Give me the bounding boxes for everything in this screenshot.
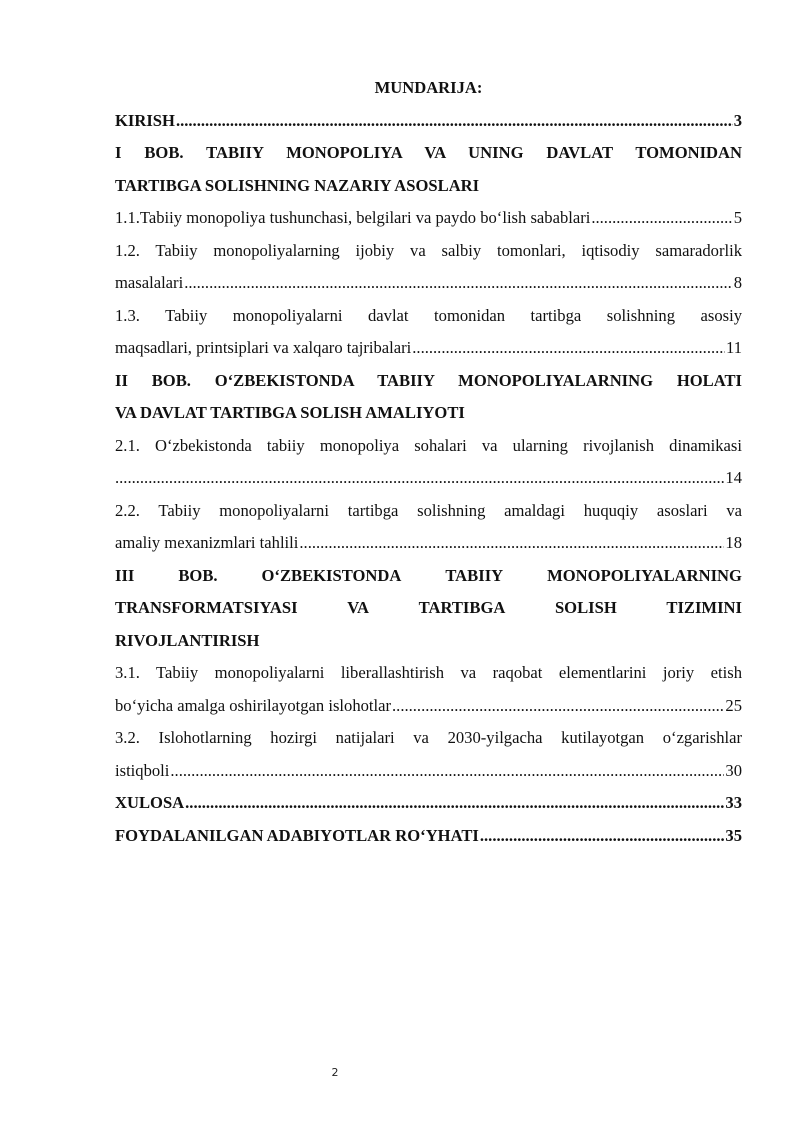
toc-page-number: 3 (733, 110, 742, 130)
toc-entry-label: FOYDALANILGAN ADABIYOTLAR RO‘YHATI (115, 825, 479, 845)
toc-page-number: 8 (733, 273, 742, 292)
chapter-3-word: III (115, 565, 135, 585)
toc-entry-label: istiqboli (115, 760, 170, 780)
chapter-3-word: MONOPOLIYALARNING (547, 565, 742, 585)
toc-entry-1-1 (115, 202, 742, 235)
toc-page-number: 30 (725, 760, 742, 780)
toc-chapter-2-line-2: VA DAVLAT TARTIBGA SOLISH AMALIYOTI (115, 403, 465, 422)
toc-chapter-3-line-2 (115, 592, 742, 625)
chapter-3-word: BOB. (178, 565, 218, 585)
toc-entry-1-3-line-1: 1.3. Tabiiy monopoliyalarni davlat tomonidan tartibga solishning asosiy (115, 305, 742, 325)
toc-entry-2-1-line-1: 2.1. O‘zbekistonda tabiiy monopoliya sohalari va ularning rivojlanish dinamikasi (115, 435, 742, 455)
toc-title: MUNDARIJA: (374, 78, 483, 97)
chapter-3-word: SOLISH (554, 598, 617, 617)
toc-entry-2-2 (115, 527, 742, 560)
toc-page-number: 25 (725, 695, 742, 715)
toc-entry-2-2-line-1: 2.2. Tabiiy monopoliyalarni tartibga solishning amaldagi huquqiy asoslari va (115, 500, 742, 520)
dot-leader (115, 462, 724, 495)
toc-entry-3-1 (115, 690, 742, 723)
toc-entry-xulosa (115, 787, 742, 820)
chapter-3-word: VA (347, 598, 370, 617)
dot-leader (591, 202, 732, 235)
toc-chapter-1-line-2: TARTIBGA SOLISHNING NAZARIY ASOSLARI (115, 175, 480, 195)
toc-entry-kirish (115, 105, 742, 138)
toc-entry-label: XULOSA (115, 793, 185, 812)
dot-leader (412, 332, 725, 365)
dot-leader (184, 267, 733, 300)
toc-chapter-1-line-1: I BOB. TABIIY MONOPOLIYA VA UNING DAVLAT TOMONIDAN (115, 143, 742, 162)
chapter-3-word: TIZIMINI (666, 598, 742, 617)
toc-entry-1-2 (115, 267, 742, 300)
toc-page-number: 35 (725, 825, 742, 845)
toc-page-number: 14 (725, 468, 742, 487)
toc-page-number: 18 (725, 533, 742, 552)
page-number: 2 (331, 1066, 339, 1079)
toc-page-number: 5 (733, 208, 742, 227)
dot-leader (299, 527, 724, 560)
toc-chapter-3-line-3: RIVOJLANTIRISH (115, 630, 260, 650)
toc-entry-label: KIRISH (115, 110, 175, 130)
toc-chapter-3-line-1 (115, 560, 742, 593)
toc-chapter-2-line-1: II BOB. O‘ZBEKISTONDA TABIIY MONOPOLIYALARNING HOLATI (115, 370, 742, 390)
dot-leader (176, 105, 733, 138)
toc-entry-1-3 (115, 332, 742, 365)
chapter-3-word: TABIIY (445, 565, 504, 585)
toc-entry-references (115, 820, 742, 853)
toc-entry-1-2-line-1: 1.2. Tabiiy monopoliyalarning ijobiy va salbiy tomonlari, iqtisodiy samaradorlik (115, 240, 742, 260)
dot-leader (480, 820, 725, 853)
toc-entry-label: maqsadlari, printsiplari va xalqaro tajribalari (115, 338, 412, 357)
chapter-3-word: TARTIBGA (418, 598, 506, 617)
toc-entry-3-2-line-1: 3.2. Islohotlarning hozirgi natijalari va 2030-yilgacha kutilayotgan o‘zgarishlar (115, 728, 742, 747)
chapter-3-word: TRANSFORMATSIYASI (115, 598, 298, 617)
dot-leader (392, 690, 724, 723)
toc-entry-label: 1.1.Tabiiy monopoliya tushunchasi, belgilari va paydo bo‘lish sabablari (115, 208, 591, 227)
toc-entry-label: bo‘yicha amalga oshirilayotgan islohotlar (115, 695, 392, 715)
toc-entry-label: amaliy mexanizmlari tahlili (115, 533, 299, 552)
dot-leader (170, 755, 724, 788)
chapter-3-word: O‘ZBEKISTONDA (261, 565, 402, 585)
toc-page-number: 11 (726, 338, 742, 357)
toc-entry-label: masalalari (115, 273, 184, 292)
dot-leader (185, 787, 724, 820)
table-of-contents (115, 72, 742, 852)
toc-page-number: 33 (725, 793, 742, 812)
toc-entry-2-1 (115, 462, 742, 495)
toc-entry-3-2 (115, 755, 742, 788)
toc-entry-3-1-line-1: 3.1. Tabiiy monopoliyalarni liberallashtirish va raqobat elementlarini joriy etish (115, 663, 742, 682)
